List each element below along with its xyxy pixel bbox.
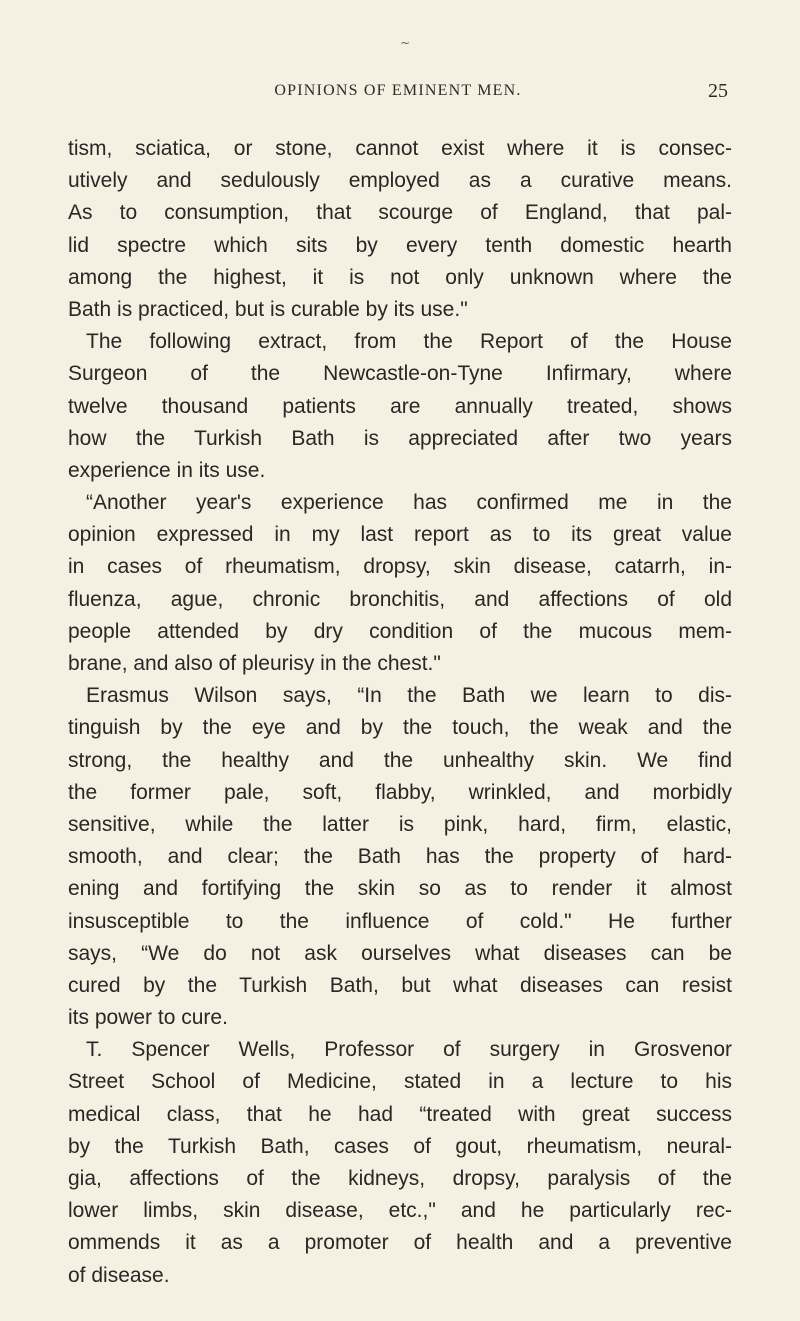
page-number: 25: [708, 80, 728, 102]
text-line: its power to cure.: [68, 1006, 228, 1030]
text-line: smooth, and clear; the Bath has the property of hard-: [68, 845, 732, 869]
text-line: opinion expressed in my last report as to its great value: [68, 523, 732, 547]
text-line: utively and sedulously employed as a curative means.: [68, 169, 732, 193]
text-line: tism, sciatica, or stone, cannot exist where it is consec-: [68, 137, 732, 160]
text-line: fluenza, ague, chronic bronchitis, and affections of old: [68, 587, 732, 611]
text-line: Erasmus Wilson says, “In the Bath we learn to dis-: [86, 684, 732, 708]
text-line: medical class, that he had “treated with great success: [68, 1102, 732, 1126]
text-line: Bath is practiced, but is curable by its use.": [68, 297, 468, 321]
text-line: insusceptible to the influence of cold." He further: [68, 909, 732, 933]
text-line: twelve thousand patients are annually treated, shows: [68, 394, 732, 418]
page-header: [68, 80, 728, 104]
text-line: Surgeon of the Newcastle-on-Tyne Infirmary, where: [68, 362, 732, 386]
text-line: by the Turkish Bath, cases of gout, rheumatism, neural-: [68, 1134, 732, 1158]
text-line: The following extract, from the Report of the House: [86, 330, 732, 354]
text-line: As to consumption, that scourge of England, that pal-: [68, 201, 732, 225]
text-line: ening and fortifying the skin so as to render it almost: [68, 877, 732, 901]
text-line: lower limbs, skin disease, etc.," and he particularly rec-: [68, 1199, 732, 1223]
text-line: people attended by dry condition of the mucous mem-: [68, 619, 732, 643]
text-line: tinguish by the eye and by the touch, the weak and the: [68, 716, 732, 740]
text-line: the former pale, soft, flabby, wrinkled, and morbidly: [68, 780, 732, 804]
text-line: how the Turkish Bath is appreciated after two years: [68, 426, 732, 450]
text-line: cured by the Turkish Bath, but what diseases can resist: [68, 973, 732, 997]
text-line: of disease.: [68, 1263, 170, 1287]
text-line: strong, the healthy and the unhealthy skin. We find: [68, 748, 732, 772]
body-text: [68, 133, 732, 1292]
top-mark: ~: [400, 36, 411, 50]
text-line: lid spectre which sits by every tenth domestic hearth: [68, 233, 732, 257]
text-line: says, “We do not ask ourselves what diseases can be: [68, 941, 732, 965]
text-line: brane, and also of pleurisy in the chest.": [68, 652, 441, 675]
text-line: gia, affections of the kidneys, dropsy, paralysis of the: [68, 1167, 732, 1190]
text-line: ommends it as a promoter of health and a preventive: [68, 1231, 732, 1255]
text-line: Street School of Medicine, stated in a lecture to his: [68, 1070, 732, 1094]
text-line: “Another year's experience has confirmed me in the: [86, 491, 732, 515]
text-line: T. Spencer Wells, Professor of surgery in Grosvenor: [86, 1038, 732, 1062]
text-line: sensitive, while the latter is pink, hard, firm, elastic,: [68, 812, 732, 836]
text-line: experience in its use.: [68, 458, 266, 482]
running-title: OPINIONS OF EMINENT MEN.: [274, 82, 522, 99]
text-line: in cases of rheumatism, dropsy, skin disease, catarrh, in-: [68, 555, 732, 579]
text-line: among the highest, it is not only unknown where the: [68, 265, 732, 289]
